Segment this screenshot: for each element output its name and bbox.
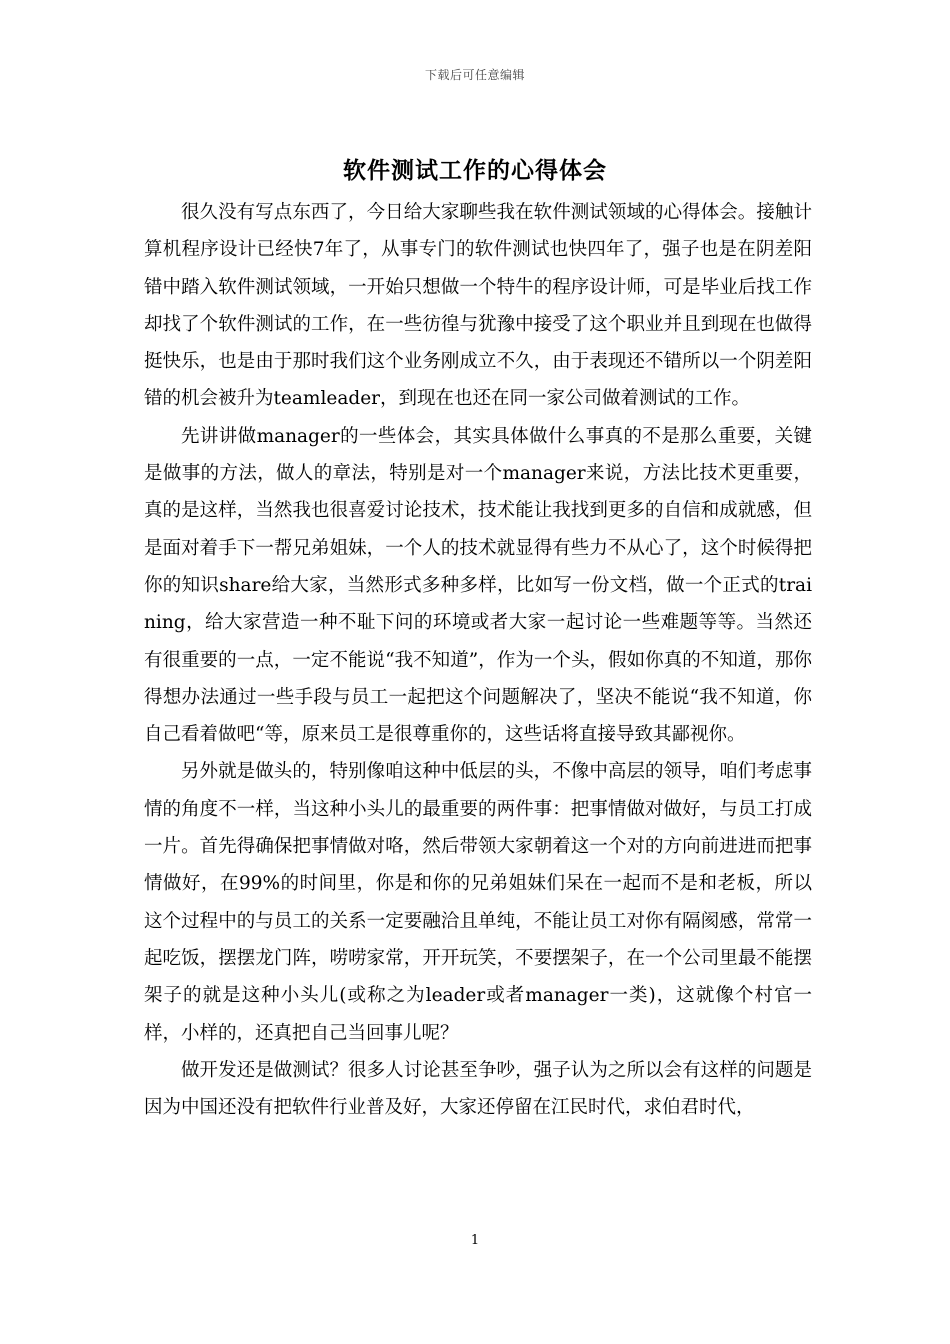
paragraph: 做开发还是做测试？很多人讨论甚至争吵，强子认为之所以会有这样的问题是因为中国还没有把软件行业普及好，大家还停留在江民时代，求伯君时代， (144, 1059, 812, 1119)
document-body (144, 194, 812, 1126)
header-note: 下载后可任意编辑 (424, 68, 525, 82)
paragraph: 另外就是做头的，特别像咱这种中低层的头，不像中高层的领导，咱们考虑事情的角度不一样，当这种小头儿的最重要的两件事：把事情做对做好，与员工打成一片。首先得确保把事情做对咯，然后带领大家朝着这一个对的方向前进进而把事情做好，在99%的时间里，你是和你的兄弟姐妹们呆在一起而不是和老板，所以这个过程中的与员工的关系一定要融洽且单纯，不能让员工对你有隔阂感，常常一起吃饭，摆摆龙门阵，唠唠家常，开开玩笑，不要摆架子，在一个公司里最不能摆架子的就是这种小头儿(或称之为leader或者manager一类)，这就像个村官一样，小样的，还真把自己当回事儿呢？ (144, 761, 812, 1044)
paragraph: 先讲讲做manager的一些体会，其实具体做什么事真的不是那么重要，关键是做事的方法，做人的章法，特别是对一个manager来说，方法比技术更重要，真的是这样，当然我也很喜爱讨论技术，技术能让我找到更多的自信和成就感，但是面对着手下一帮兄弟姐妹，一个人的技术就显得有些力不从心了，这个时候得把你的知识share给大家，当然形式多种多样，比如写一份文档，做一个正式的training，给大家营造一种不耻下问的环境或者大家一起讨论一些难题等等。当然还有很重要的一点，一定不能说“我不知道”，作为一个头，假如你真的不知道，那你得想办法通过一些手段与员工一起把这个问题解决了，坚决不能说“我不知道，你自己看着做吧“等，原来员工是很尊重你的，这些话将直接导致其鄙视你。 (144, 425, 812, 746)
paragraph: 很久没有写点东西了，今日给大家聊些我在软件测试领域的心得体会。接触计算机程序设计已经快7年了，从事专门的软件测试也快四年了，强子也是在阴差阳错中踏入软件测试领域，一开始只想做一个特牛的程序设计师，可是毕业后找工作却找了个软件测试的工作，在一些彷徨与犹豫中接受了这个职业并且到现在也做得挺快乐，也是由于那时我们这个业务刚成立不久，由于表现还不错所以一个阴差阳错的机会被升为teamleader，到现在也还在同一家公司做着测试的工作。 (144, 202, 812, 410)
document-title: 软件测试工作的心得体会 (343, 157, 607, 184)
page-number: 1 (470, 1233, 480, 1248)
